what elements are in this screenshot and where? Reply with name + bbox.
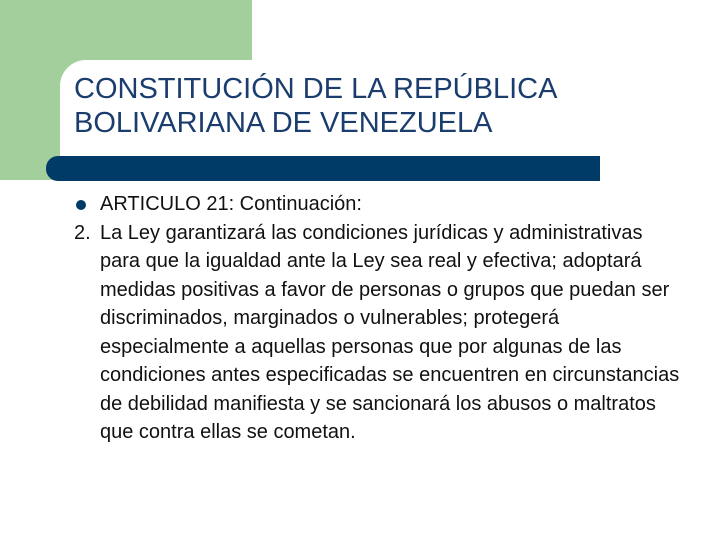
bullet-text: ARTICULO 21: Continuación: xyxy=(100,193,362,215)
title-divider-bar xyxy=(46,156,600,181)
item-text: La Ley garantizará las condiciones jurídicas y administrativas para que la igualdad ante la Ley sea real y efectiva; adoptará medidas positivas a favor de personas o grupos que puedan ser discriminados, marginados o vulnerables; protegerá especialmente a aquellas personas que por algunas de las condiciones antes especificadas se encuentren en circunstancias de debilidad manifiesta y se sancionará los abusos o maltratos que contra ellas se cometan. xyxy=(100,221,680,443)
slide-title xyxy=(74,72,694,140)
bullet-item xyxy=(74,190,684,219)
title-line-2: BOLIVARIANA DE VENEZUELA xyxy=(74,107,493,139)
slide-body xyxy=(74,190,684,447)
numbered-item xyxy=(74,219,684,447)
title-line-1: CONSTITUCIÓN DE LA REPÚBLICA xyxy=(74,73,558,105)
bullet-dot-icon xyxy=(76,200,86,210)
item-number: 2. xyxy=(74,221,91,244)
